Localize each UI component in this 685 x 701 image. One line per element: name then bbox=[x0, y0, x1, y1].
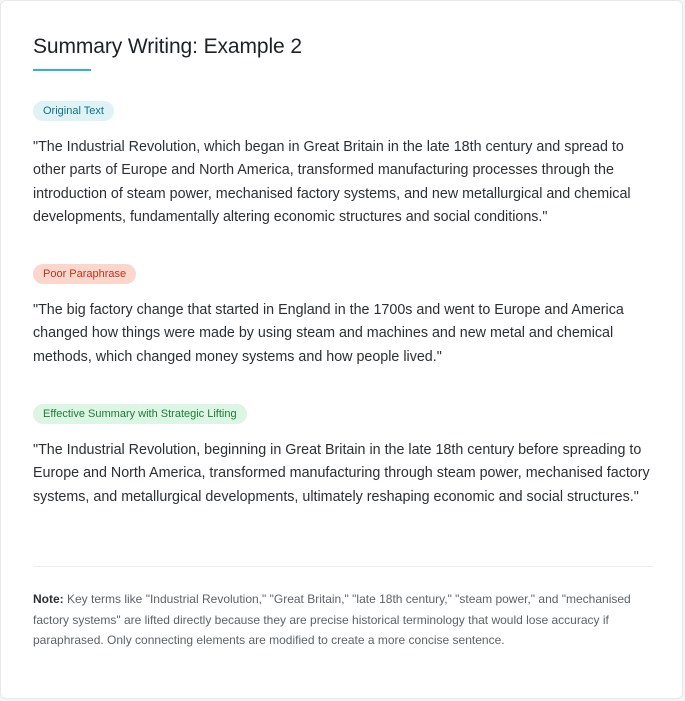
poor-paraphrase-passage: "The big factory change that started in England in the 1700s and went to Europe and America changed how things were made by using steam and machines and new metal and chemical methods, which changed money systems and how people lived." bbox=[33, 302, 624, 365]
section-poor-paraphrase bbox=[33, 264, 653, 369]
badge-poor-paraphrase: Poor Paraphrase bbox=[33, 264, 136, 284]
section-divider bbox=[33, 566, 653, 567]
section-original-text bbox=[33, 101, 653, 229]
badge-original-text: Original Text bbox=[33, 101, 114, 121]
note-text: Key terms like "Industrial Revolution," "Great Britain," "late 18th century," "steam power," and "mechanised factory systems" are lifted directly because they are precise historical terminology that would lose accuracy if paraphrased. Only connecting elements are modified to create a more concise sentence. bbox=[33, 592, 631, 647]
section-effective-summary bbox=[33, 404, 653, 509]
note-label: Note: bbox=[33, 592, 64, 606]
note-paragraph bbox=[33, 589, 633, 651]
original-text-passage: "The Industrial Revolution, which began in Great Britain in the late 18th century and spread to other parts of Europe and North America, transformed manufacturing processes through the introduction of steam power, mechanised factory systems, and new metallurgical and chemical developments, fundamentally altering economic structures and social conditions." bbox=[33, 139, 631, 225]
badge-effective-summary: Effective Summary with Strategic Lifting bbox=[33, 404, 247, 424]
effective-summary-passage: "The Industrial Revolution, beginning in Great Britain in the late 18th century before spreading to Europe and North America, transformed manufacturing through steam power, mechanised factory systems, and metallurgical developments, ultimately reshaping economic and social structures." bbox=[33, 442, 650, 505]
page-title: Summary Writing: Example 2 bbox=[33, 35, 302, 58]
title-underline bbox=[33, 69, 91, 71]
